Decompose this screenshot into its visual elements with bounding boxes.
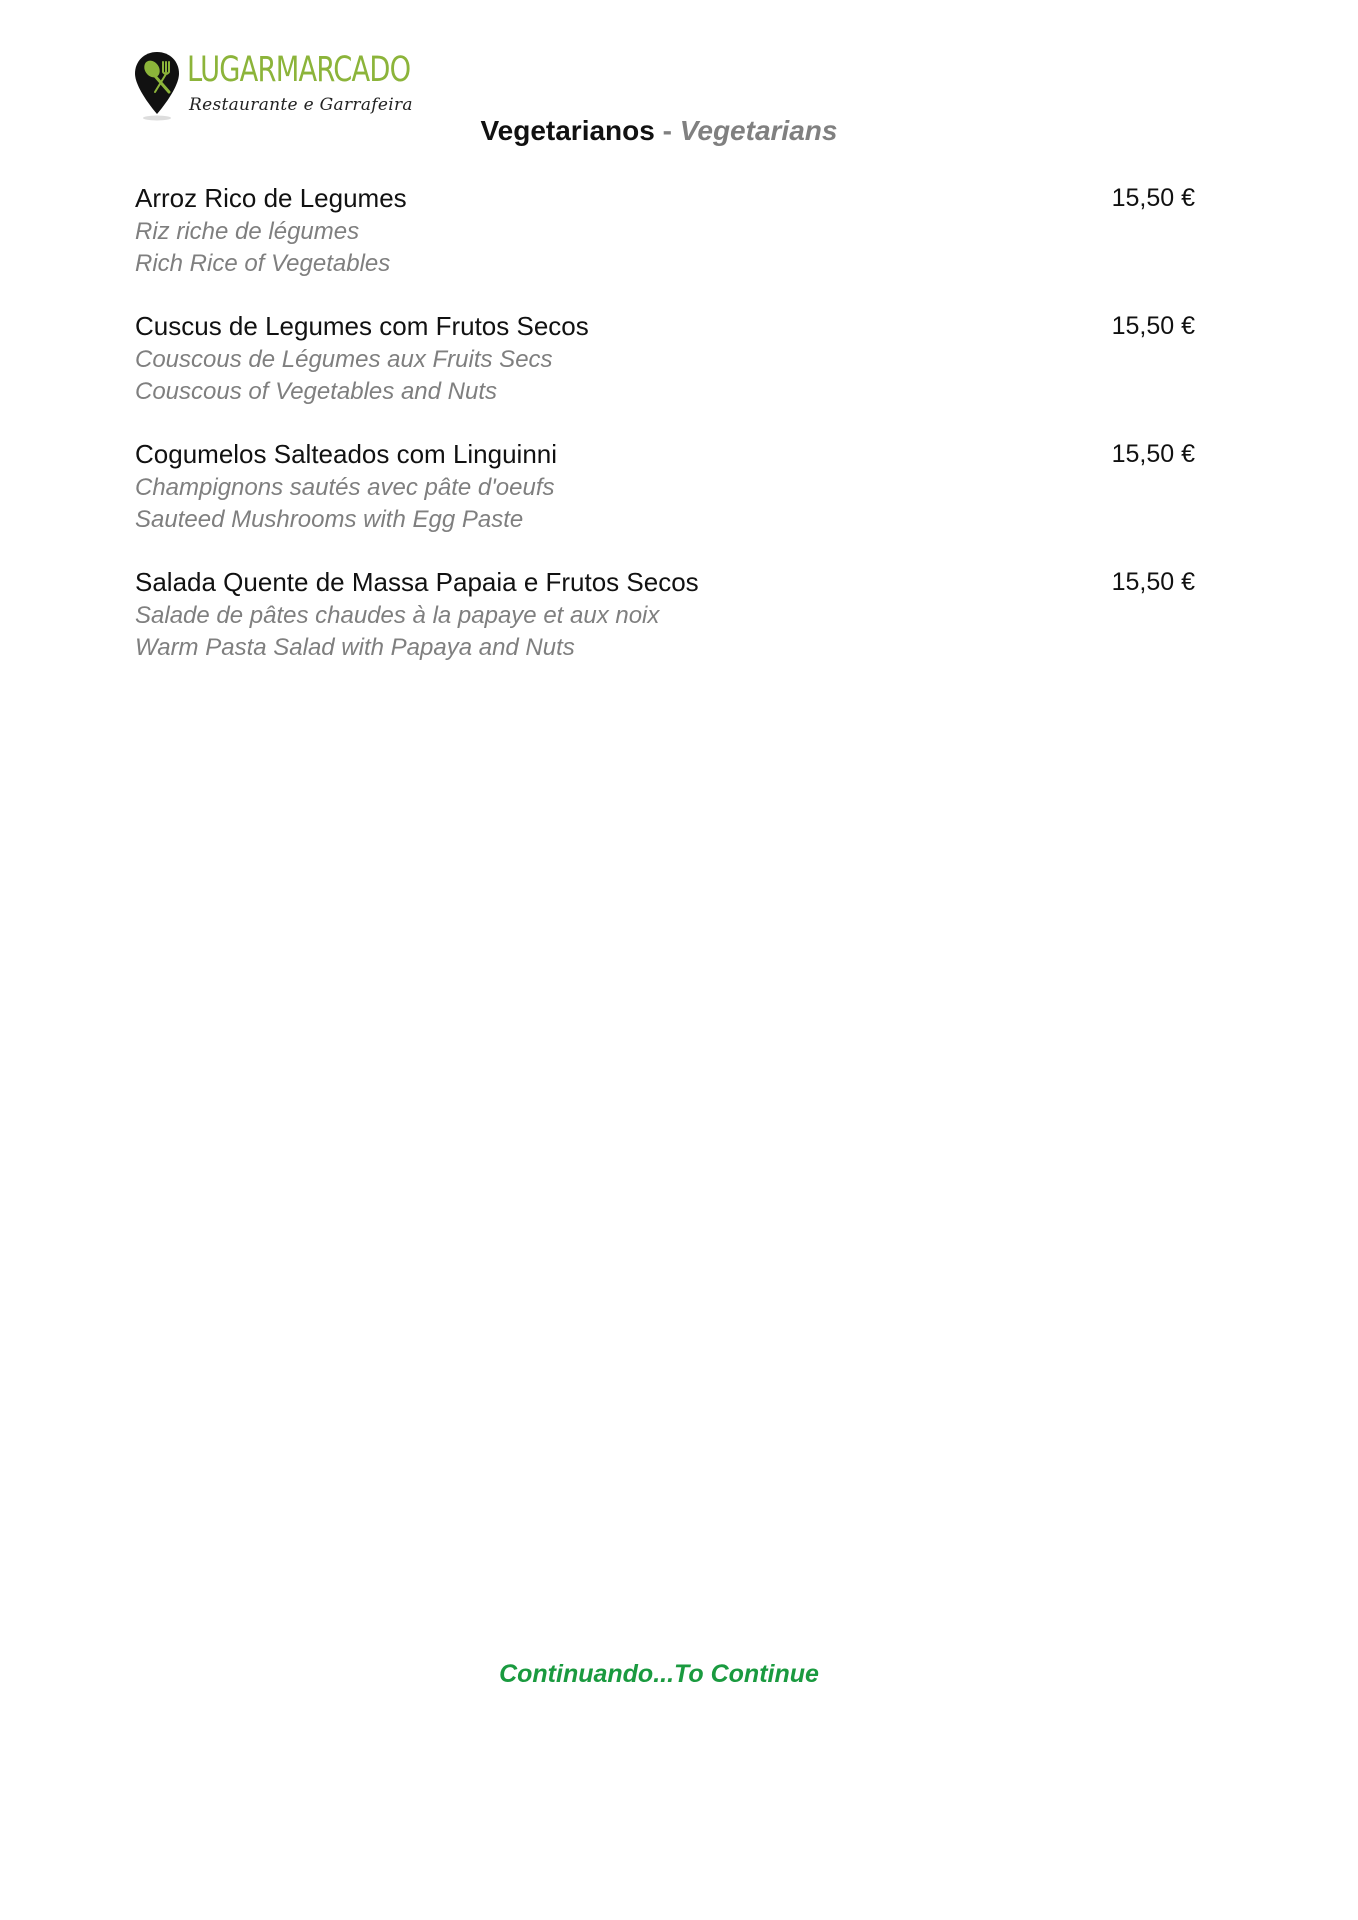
dish-name-french: Champignons sautés avec pâte d'oeufs [135, 474, 555, 501]
section-title-pt: Vegetarianos [480, 115, 655, 146]
dish-name-english: Rich Rice of Vegetables [135, 250, 391, 277]
dish-name-english: Couscous of Vegetables and Nuts [135, 378, 498, 405]
continue-note: Continuando...To Continue [499, 1660, 819, 1688]
dish-price: 15,50 € [1111, 568, 1195, 596]
logo-wordmark: LUGARMARCADO [187, 50, 411, 90]
dish-price: 15,50 € [1111, 312, 1195, 340]
section-title-separator: - [654, 115, 680, 146]
dish-name: Arroz Rico de Legumes [135, 183, 407, 213]
menu-list [135, 180, 1195, 692]
dish-name-english: Warm Pasta Salad with Papaya and Nuts [135, 634, 575, 661]
logo-subtitle: Restaurante e Garrafeira [189, 95, 413, 115]
dish-name-french: Riz riche de légumes [135, 218, 360, 245]
dish-price: 15,50 € [1111, 440, 1195, 468]
dish-name: Salada Quente de Massa Papaia e Frutos Secos [135, 567, 699, 597]
section-title [0, 114, 1318, 148]
section-title-en: Vegetarians [679, 115, 838, 146]
dish-name: Cuscus de Legumes com Frutos Secos [135, 311, 589, 341]
menu-item [135, 180, 1195, 308]
menu-item [135, 436, 1195, 564]
dish-name: Cogumelos Salteados com Linguinni [135, 439, 558, 469]
dish-name-french: Salade de pâtes chaudes à la papaye et aux noix [135, 602, 660, 629]
menu-item [135, 564, 1195, 692]
dish-price: 15,50 € [1111, 184, 1195, 212]
menu-item [135, 308, 1195, 436]
map-pin-icon [133, 50, 181, 122]
dish-name-french: Couscous de Légumes aux Fruits Secs [135, 346, 553, 373]
dish-name-english: Sauteed Mushrooms with Egg Paste [135, 506, 524, 533]
